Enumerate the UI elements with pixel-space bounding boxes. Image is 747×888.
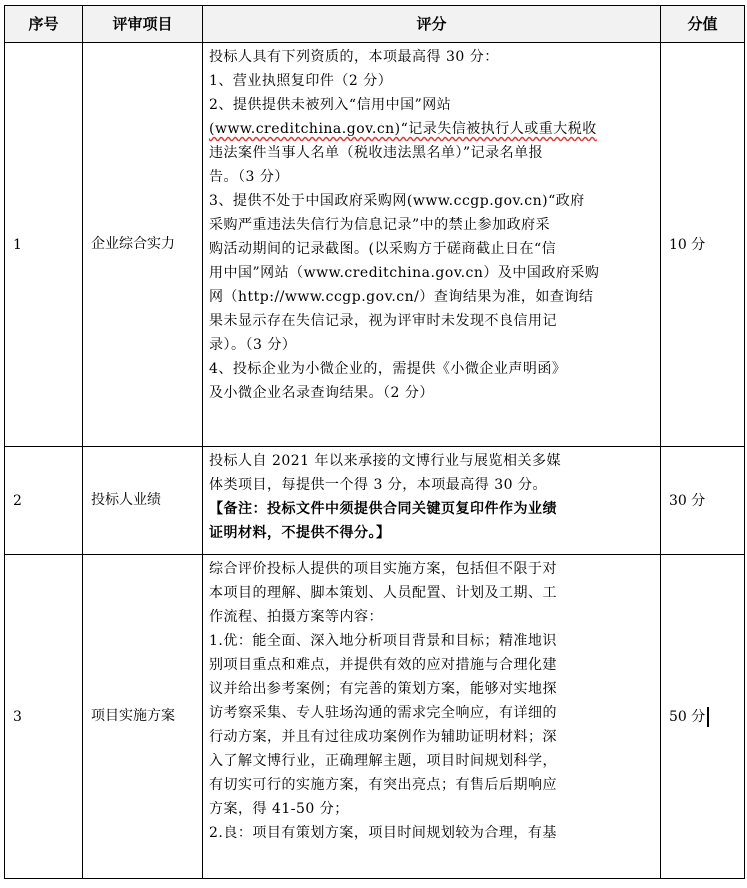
score-line: 作流程、拍摄方案等内容： [209, 609, 383, 625]
score-line: (www.creditchina.gov.cn)“记录失信被执行人或重大税收 [209, 121, 597, 137]
score-line: 1、营业执照复印件（2 分） [209, 73, 393, 89]
text-caret [707, 707, 709, 727]
score-line-note: 【备注：投标文件中须提供合同关键页复印件作为业绩 [209, 501, 557, 517]
score-line: 有切实可行的实施方案，有突出亮点；有售后后期响应 [209, 777, 557, 793]
row-seq: 1 [5, 43, 83, 447]
score-line: 别项目重点和难点，并提供有效的应对措施与合理化建 [209, 657, 557, 673]
row-value: 30 分 [661, 447, 745, 555]
row-seq: 2 [5, 447, 83, 555]
table-row [5, 447, 745, 555]
score-line: 访考察采集、专人驻场沟通的需求完全响应，有详细的 [209, 705, 557, 721]
score-line: 用中国”网站（www.creditchina.gov.cn）及中国政府采购 [209, 265, 600, 281]
header-value: 分值 [661, 6, 745, 43]
row-item: 投标人业绩 [83, 447, 203, 555]
score-line: 4、投标企业为小微企业的，需提供《小微企业声明函》 [209, 361, 567, 377]
table-header-row [5, 6, 745, 43]
header-score: 评分 [203, 6, 661, 43]
score-line: 2.良：项目有策划方案，项目时间规划较为合理，有基 [209, 825, 557, 841]
score-line: 本项目的理解、脚本策划、人员配置、计划及工期、工 [209, 585, 557, 601]
score-line: 及小微企业名录查询结果。（2 分） [209, 385, 434, 401]
row-value-text[interactable]: 50 分 [669, 708, 706, 725]
score-line: 方案，得 41-50 分； [209, 801, 349, 817]
score-line: 录）。（3 分） [209, 337, 297, 353]
score-line: 采购严重违法失信行为信息记录”中的禁止参加政府采 [209, 217, 551, 233]
score-line: 果未显示存在失信记录，视为评审时未发现不良信用记 [209, 313, 557, 329]
score-line: 体类项目，每提供一个得 3 分，本项最高得 30 分。 [209, 477, 548, 493]
score-line: 综合评价投标人提供的项目实施方案，包括但不限于对 [209, 561, 557, 577]
score-line: 投标人自 2021 年以来承接的文博行业与展览相关多媒 [209, 453, 562, 469]
score-line: 投标人具有下列资质的，本项最高得 30 分： [209, 49, 499, 65]
row-score-text [203, 43, 661, 447]
row-seq: 3 [5, 555, 83, 879]
score-line: 告。（3 分） [209, 169, 289, 185]
score-line: 违法案件当事人名单（税收违法黑名单）”记录名单报 [209, 145, 544, 161]
scoring-table [4, 5, 745, 879]
header-seq: 序号 [5, 6, 83, 43]
score-line: 入了解文博行业，正确理解主题，项目时间规划科学， [209, 753, 557, 769]
row-value: 10 分 [661, 43, 745, 447]
score-line: 3、提供不处于中国政府采购网(www.ccgp.gov.cn)“政府 [209, 193, 585, 209]
table-row [5, 43, 745, 447]
score-line-note: 证明材料，不提供不得分。】 [209, 525, 391, 541]
score-line: 2、提供提供未被列入“信用中国”网站 [209, 97, 452, 113]
score-line: 1.优：能全面、深入地分析项目背景和目标；精准地识 [209, 633, 557, 649]
score-line: 行动方案，并且有过往成功案例作为辅助证明材料；深 [209, 729, 557, 745]
row-score-text [203, 555, 661, 879]
row-score-text [203, 447, 661, 555]
score-line: 网（http://www.ccgp.gov.cn/）查询结果为准，如查询结 [209, 289, 594, 305]
row-item: 项目实施方案 [83, 555, 203, 879]
score-line: 议并给出参考案例；有完善的策划方案，能够对实地探 [209, 681, 557, 697]
row-item: 企业综合实力 [83, 43, 203, 447]
header-item: 评审项目 [83, 6, 203, 43]
table-row [5, 555, 745, 879]
row-value-editable[interactable] [661, 555, 745, 879]
score-line: 购活动期间的记录截图。(以采购方于磋商截止日在“信 [209, 241, 557, 257]
